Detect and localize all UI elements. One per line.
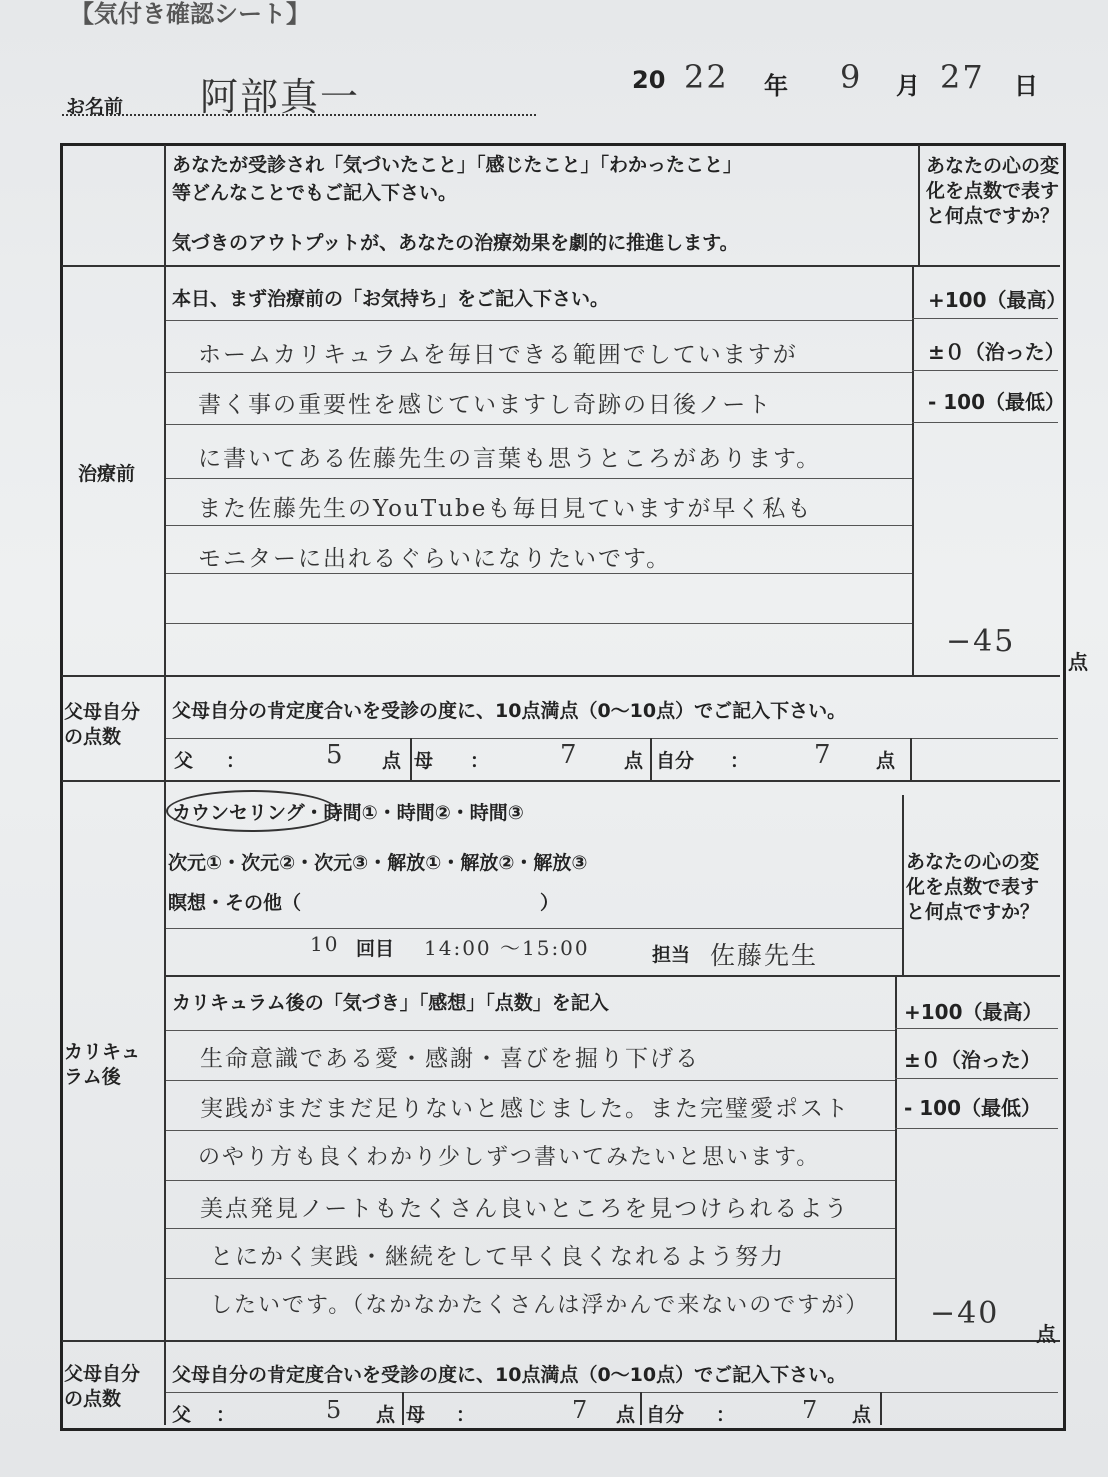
rule	[166, 1278, 895, 1279]
rule	[912, 318, 1058, 319]
before-note-line[interactable]: 書く事の重要性を感じていますし奇跡の日後ノート	[198, 392, 773, 418]
after-note-line[interactable]: 実践がまだまだ足りないと感じました。また完璧愛ポスト	[200, 1096, 850, 1122]
before-note-line[interactable]: また佐藤先生のYouTubeも毎日見ていますが早く私も	[198, 496, 813, 522]
intro-line-3: 気づきのアウトプットが、あなたの治療効果を劇的に推進します。	[172, 232, 739, 254]
label-line: 父母自分	[64, 1363, 141, 1385]
colon: ：	[730, 750, 750, 772]
mother-label: 母	[414, 750, 434, 772]
label-line: ラム後	[64, 1066, 121, 1088]
rule	[166, 320, 912, 321]
after-note-line[interactable]: したいです。（なかなかたくさんは浮かんで来ないのですが）	[210, 1293, 870, 1318]
self-score[interactable]: 7	[802, 1396, 820, 1424]
name-label: お名前	[66, 96, 124, 118]
unit: 点	[616, 1404, 636, 1426]
score-question-line: と何点ですか？	[906, 901, 1040, 923]
self-label: 自分	[646, 1404, 685, 1426]
unit: 点	[624, 750, 644, 772]
session-time[interactable]: 14:00 〜15:00	[424, 936, 590, 960]
curriculum-options-3[interactable]: 瞑想・その他（	[168, 892, 302, 914]
divider-after	[62, 1340, 1060, 1342]
score-column-divider-session	[902, 795, 904, 975]
before-note-line[interactable]: ホームカリキュラムを毎日できる範囲でしていますが	[198, 342, 798, 368]
after-scale-max: +100（最高）	[904, 1000, 1043, 1024]
label-line: 父母自分	[64, 701, 141, 723]
father-score[interactable]: 5	[326, 1396, 344, 1424]
colon: ：	[226, 750, 246, 772]
father-label: 父	[174, 750, 194, 772]
staff-value[interactable]: 佐藤先生	[710, 941, 819, 970]
label-line: の点数	[64, 1388, 122, 1410]
father-score[interactable]: 5	[326, 740, 345, 770]
rule	[912, 370, 1058, 371]
self-label: 自分	[656, 750, 695, 772]
rule	[166, 1130, 895, 1131]
colon: ：	[456, 1404, 476, 1426]
date-year-label: 年	[764, 72, 788, 100]
after-note-line[interactable]: とにかく実践・継続をして早く良くなれるよう努力	[210, 1244, 785, 1270]
divider-parents1	[62, 780, 1060, 782]
rule	[880, 1392, 882, 1425]
rule	[166, 1392, 1058, 1393]
score-column-divider-before	[912, 265, 914, 675]
date-year[interactable]: 22	[684, 58, 729, 96]
rule	[650, 738, 652, 780]
date-month-label: 月	[896, 72, 920, 100]
label-line: の点数	[64, 726, 122, 748]
rule	[402, 1392, 404, 1425]
score-question-line: あなたの心の変	[926, 155, 1060, 177]
curriculum-score-question	[906, 850, 1039, 925]
intro-line-2: 等どんなことでもご記入下さい。	[172, 182, 458, 204]
parents2-prompt: 父母自分の肯定度合いを受診の度に、10点満点（0〜10点）でご記入下さい。	[172, 1364, 847, 1386]
rule	[166, 738, 1058, 739]
rule	[166, 623, 912, 624]
rule	[166, 573, 912, 574]
score-question-line: あなたの心の変	[906, 851, 1040, 873]
rule	[166, 928, 902, 929]
divider-intro	[62, 265, 1060, 267]
before-prompt: 本日、まず治療前の「お気持ち」をご記入下さい。	[172, 288, 610, 310]
rule	[640, 1392, 642, 1425]
divider-session	[166, 975, 1060, 977]
mother-score[interactable]: 7	[572, 1396, 590, 1424]
curriculum-section-label	[64, 1040, 140, 1090]
before-score-unit: 点	[1068, 650, 1088, 674]
after-note-line[interactable]: のやり方も良くわかり少しずつ書いてみたいと思います。	[198, 1145, 821, 1170]
rule	[166, 424, 912, 425]
before-score-value[interactable]: −45	[946, 624, 1016, 659]
unit: 点	[382, 750, 402, 772]
date-month[interactable]: 9	[840, 58, 863, 96]
after-scale-min: - 100（最低）	[904, 1096, 1042, 1120]
score-column-divider-top	[918, 145, 920, 265]
rule	[166, 525, 912, 526]
name-value[interactable]: 阿部真一	[200, 75, 361, 119]
before-scale-min: - 100（最低）	[928, 390, 1066, 414]
after-scale-zero: ±０（治った）	[904, 1048, 1041, 1072]
score-question-line: と何点ですか？	[926, 205, 1060, 227]
unit: 点	[876, 750, 896, 772]
before-note-line[interactable]: モニターに出れるぐらいになりたいです。	[198, 546, 672, 572]
colon: ：	[216, 1404, 236, 1426]
rule	[166, 1030, 895, 1031]
curriculum-options-1[interactable]: カウンセリング・時間①・時間②・時間③	[172, 802, 524, 824]
rule	[166, 1080, 895, 1081]
before-scale-zero: ±０（治った）	[928, 340, 1065, 364]
rule	[895, 1078, 1058, 1079]
intro-score-question	[926, 154, 1059, 229]
rule	[912, 422, 1058, 423]
before-note-line[interactable]: に書いてある佐藤先生の言葉も思うところがあります。	[198, 446, 822, 472]
mother-label: 母	[406, 1404, 426, 1426]
session-count-label: 回目	[356, 938, 395, 960]
date-century: 20	[632, 66, 666, 94]
divider-before	[62, 675, 1060, 677]
colon: ：	[716, 1404, 736, 1426]
after-score-value[interactable]: −40	[930, 1296, 1000, 1331]
score-question-line: 化を点数で表す	[926, 180, 1060, 202]
curriculum-options-2[interactable]: 次元①・次元②・次元③・解放①・解放②・解放③	[168, 852, 588, 874]
date-day-label: 日	[1014, 72, 1038, 100]
after-note-line[interactable]: 美点発見ノートもたくさん良いところを見つけられるよう	[200, 1196, 850, 1222]
intro-line-1: あなたが受診され「気づいたこと」「感じたこと」「わかったこと」	[172, 154, 743, 176]
before-scale-max: +100（最高）	[928, 288, 1067, 312]
rule	[166, 372, 912, 373]
sheet-title: 【気付き確認シート】	[70, 0, 310, 28]
before-section-label: 治療前	[78, 463, 136, 485]
date-day[interactable]: 27	[940, 58, 985, 96]
mother-score[interactable]: 7	[560, 740, 579, 770]
parents1-prompt: 父母自分の肯定度合いを受診の度に、10点満点（0〜10点）でご記入下さい。	[172, 700, 847, 722]
father-label: 父	[172, 1404, 192, 1426]
colon: ：	[470, 750, 490, 772]
parents1-label	[64, 700, 140, 750]
session-count[interactable]: 10	[310, 932, 340, 956]
rule	[895, 1028, 1058, 1029]
score-column-divider-after	[895, 975, 897, 1340]
self-score[interactable]: 7	[814, 740, 833, 770]
curriculum-prompt: カリキュラム後の「気づき」「感想」「点数」を記入	[172, 992, 609, 1014]
score-question-line: 化を点数で表す	[906, 876, 1040, 898]
unit: 点	[376, 1404, 396, 1426]
unit: 点	[852, 1404, 872, 1426]
label-column-divider	[164, 145, 166, 1425]
rule	[166, 1228, 895, 1229]
rule	[410, 738, 412, 780]
rule	[895, 1128, 1058, 1129]
parents2-label	[64, 1362, 140, 1412]
after-score-unit: 点	[1036, 1322, 1056, 1346]
label-line: カリキュ	[64, 1041, 141, 1063]
curriculum-options-3-end: ）	[540, 892, 560, 914]
after-note-line[interactable]: 生命意識である愛・感謝・喜びを掘り下げる	[200, 1046, 700, 1072]
staff-label: 担当	[652, 944, 691, 966]
rule	[166, 478, 912, 479]
rule	[910, 738, 912, 780]
rule	[166, 1180, 895, 1181]
